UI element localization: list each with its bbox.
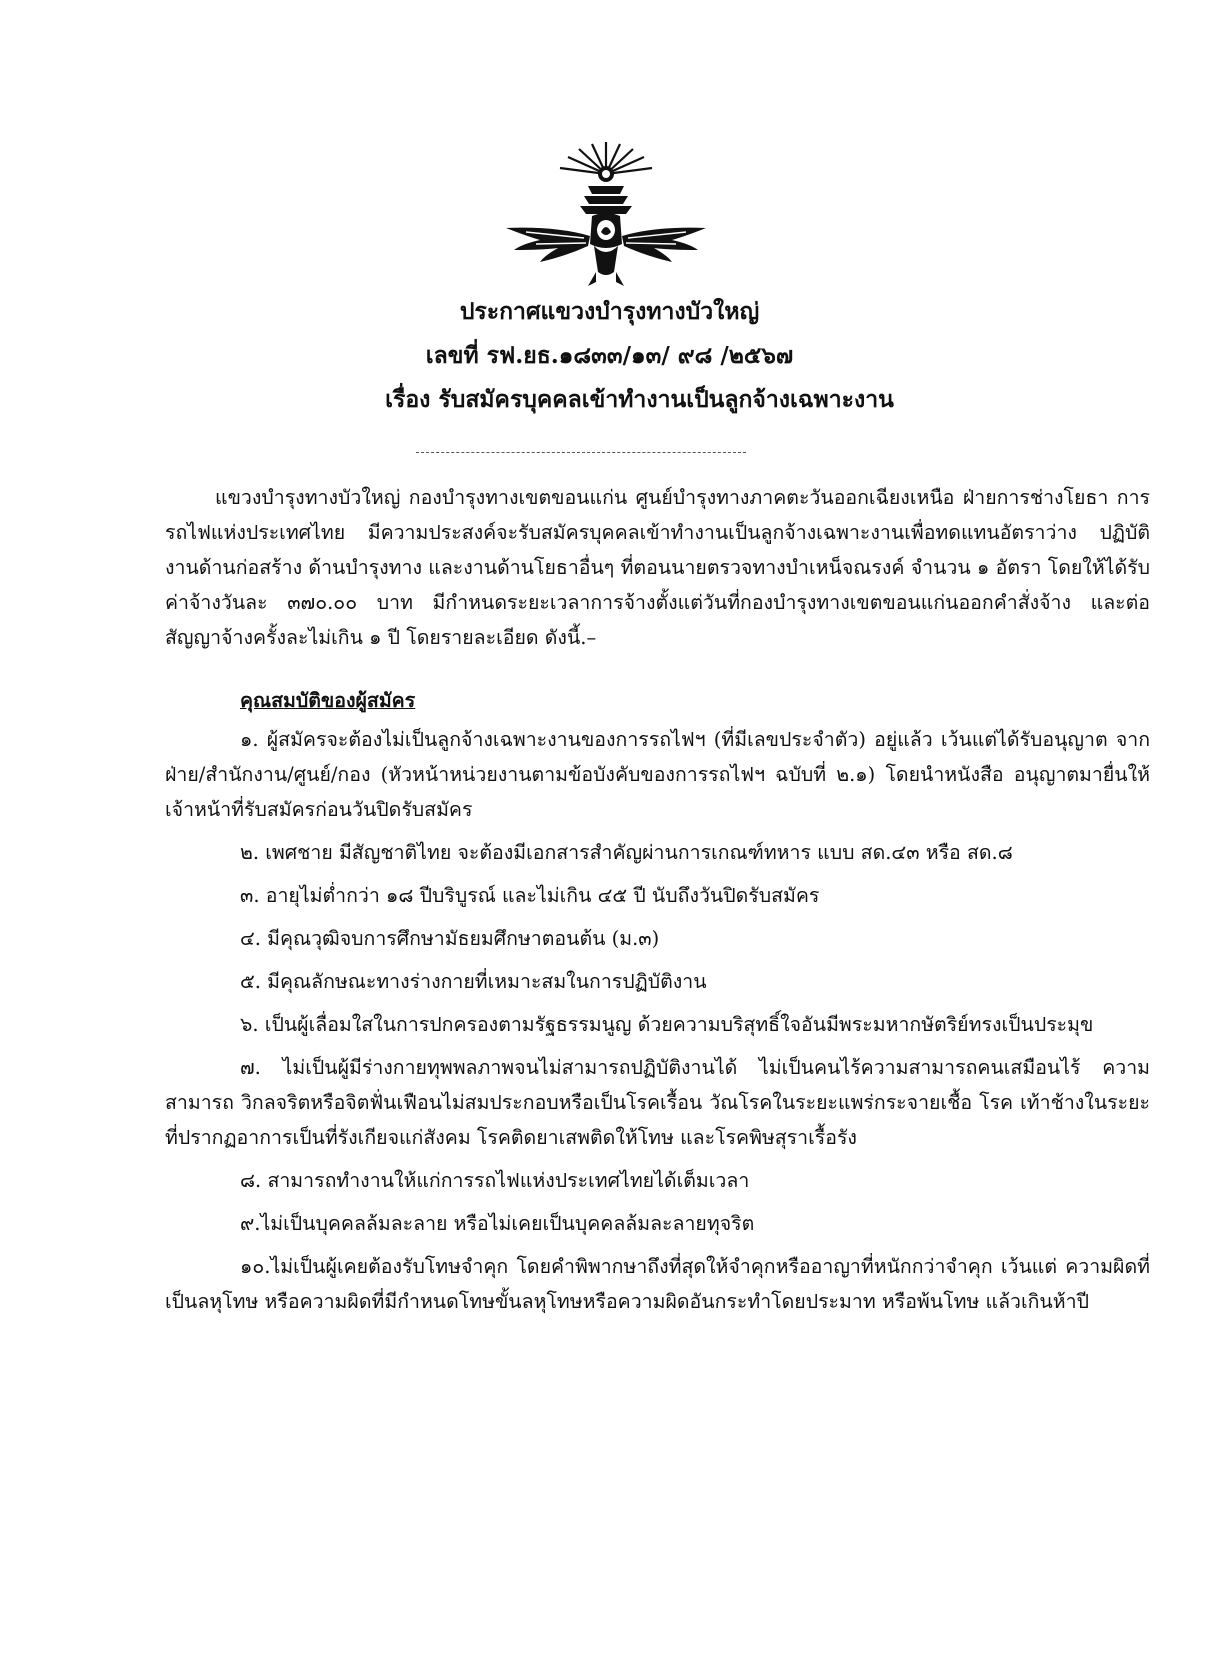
announcement-title: ประกาศแขวงบำรุงทางบัวใหญ่ xyxy=(459,298,760,325)
announcement-number: เลขที่ รฟ.ยธ.๑๘๓๓/๑๓/ ๙๘ /๒๕๖๗ xyxy=(425,342,794,369)
qualification-item-6: ๖. เป็นผู้เลื่อมใสในการปกครองตามรัฐธรรมนูญ ด้วยความบริสุทธิ์ใจอันมีพระมหากษัตริย์ทรงเป็นประมุข xyxy=(240,1013,1094,1036)
qualification-item-2: ๒. เพศชาย มีสัญชาติไทย จะต้องมีเอกสารสำคัญผ่านการเกณฑ์ทหาร แบบ สด.๔๓ หรือ สด.๘ xyxy=(240,841,1013,864)
header-divider xyxy=(416,452,746,453)
qualification-item-3: ๓. อายุไม่ต่ำกว่า ๑๘ ปีบริบูรณ์ และไม่เกิน ๔๕ ปี นับถึงวันปิดรับสมัคร xyxy=(240,884,820,907)
qualification-item-1: ๑. ผู้สมัครจะต้องไม่เป็นลูกจ้างเฉพาะงานของการรถไฟฯ (ที่มีเลขประจำตัว) อยู่แล้ว เว้นแต่ได้รับอนุญาต จากฝ่าย/สำนักงาน/ศูนย์/กอง (หัวหน้าหน่วยงานตามข้อบังคับของการรถไฟฯ ฉบับที่ ๒.๑) โดยนำหนังสือ อนุญาตมายื่นให้เจ้าหน้าที่รับสมัครก่อนวันปิดรับสมัคร xyxy=(165,728,1150,821)
intro-paragraph: แขวงบำรุงทางบัวใหญ่ กองบำรุงทางเขตขอนแก่น ศูนย์บำรุงทางภาคตะวันออกเฉียงเหนือ ฝ่ายการช่างโยธา การรถไฟแห่งประเทศไทย มีความประสงค์จะรับสมัครบุคคลเข้าทำงานเป็นลูกจ้างเฉพาะงานเพื่อทดแทนอัตราว่าง ปฏิบัติงานด้านก่อสร้าง ด้านบำรุงทาง และงานด้านโยธาอื่นๆ ที่ตอนนายตรวจทางบำเหน็จณรงค์ จำนวน ๑ อัตรา โดยให้ได้รับค่าจ้างวันละ ๓๗๐.๐๐ บาท มีกำหนดระยะเวลาการจ้างตั้งแต่วันที่กองบำรุงทางเขตขอนแก่นออกคำสั่งจ้าง และต่อสัญญาจ้างครั้งละไม่เกิน ๑ ปี โดยรายละเอียด ดังนี้.– xyxy=(165,486,1150,649)
qualification-item-7: ๗. ไม่เป็นผู้มีร่างกายทุพพลภาพจนไม่สามารถปฏิบัติงานได้ ไม่เป็นคนไร้ความสามารถคนเสมือนไร้ ความสามารถ วิกลจริตหรือจิตฟั่นเฟือนไม่สมประกอบหรือเป็นโรคเรื้อน วัณโรคในระยะแพร่กระจายเชื้อ โรค เท้าช้างในระยะที่ปรากฏอาการเป็นที่รังเกียจแก่สังคม โรคติดยาเสพติดให้โทษ และโรคพิษสุราเรื้อรัง xyxy=(165,1056,1150,1149)
qualification-item-8: ๘. สามารถทำงานให้แก่การรถไฟแห่งประเทศไทยได้เต็มเวลา xyxy=(240,1169,750,1192)
announcement-body xyxy=(165,480,1150,1327)
qualifications-heading: คุณสมบัติของผู้สมัคร xyxy=(240,689,416,712)
qualification-item-5: ๕. มีคุณลักษณะทางร่างกายที่เหมาะสมในการปฏิบัติงาน xyxy=(240,970,707,993)
state-railway-emblem-icon xyxy=(496,140,716,290)
announcement-header xyxy=(0,290,1219,422)
qualification-item-9: ๙.ไม่เป็นบุคคลล้มละลาย หรือไม่เคยเป็นบุคคลล้มละลายทุจริต xyxy=(240,1212,755,1235)
qualification-item-10: ๑๐.ไม่เป็นผู้เคยต้องรับโทษจำคุก โดยคำพิพากษาถึงที่สุดให้จำคุกหรืออาญาที่หนักกว่าจำคุก เว้นแต่ ความผิดที่เป็นลหุโทษ หรือความผิดที่มีกำหนดโทษขั้นลหุโทษหรือความผิดอันกระทำโดยประมาท หรือพ้นโทษ แล้วเกินห้าปี xyxy=(165,1255,1150,1313)
qualification-item-4: ๔. มีคุณวุฒิจบการศึกษามัธยมศึกษาตอนต้น (ม.๓) xyxy=(240,927,660,950)
announcement-subject: เรื่อง รับสมัครบุคคลเข้าทำงานเป็นลูกจ้างเฉพาะงาน xyxy=(385,386,894,413)
